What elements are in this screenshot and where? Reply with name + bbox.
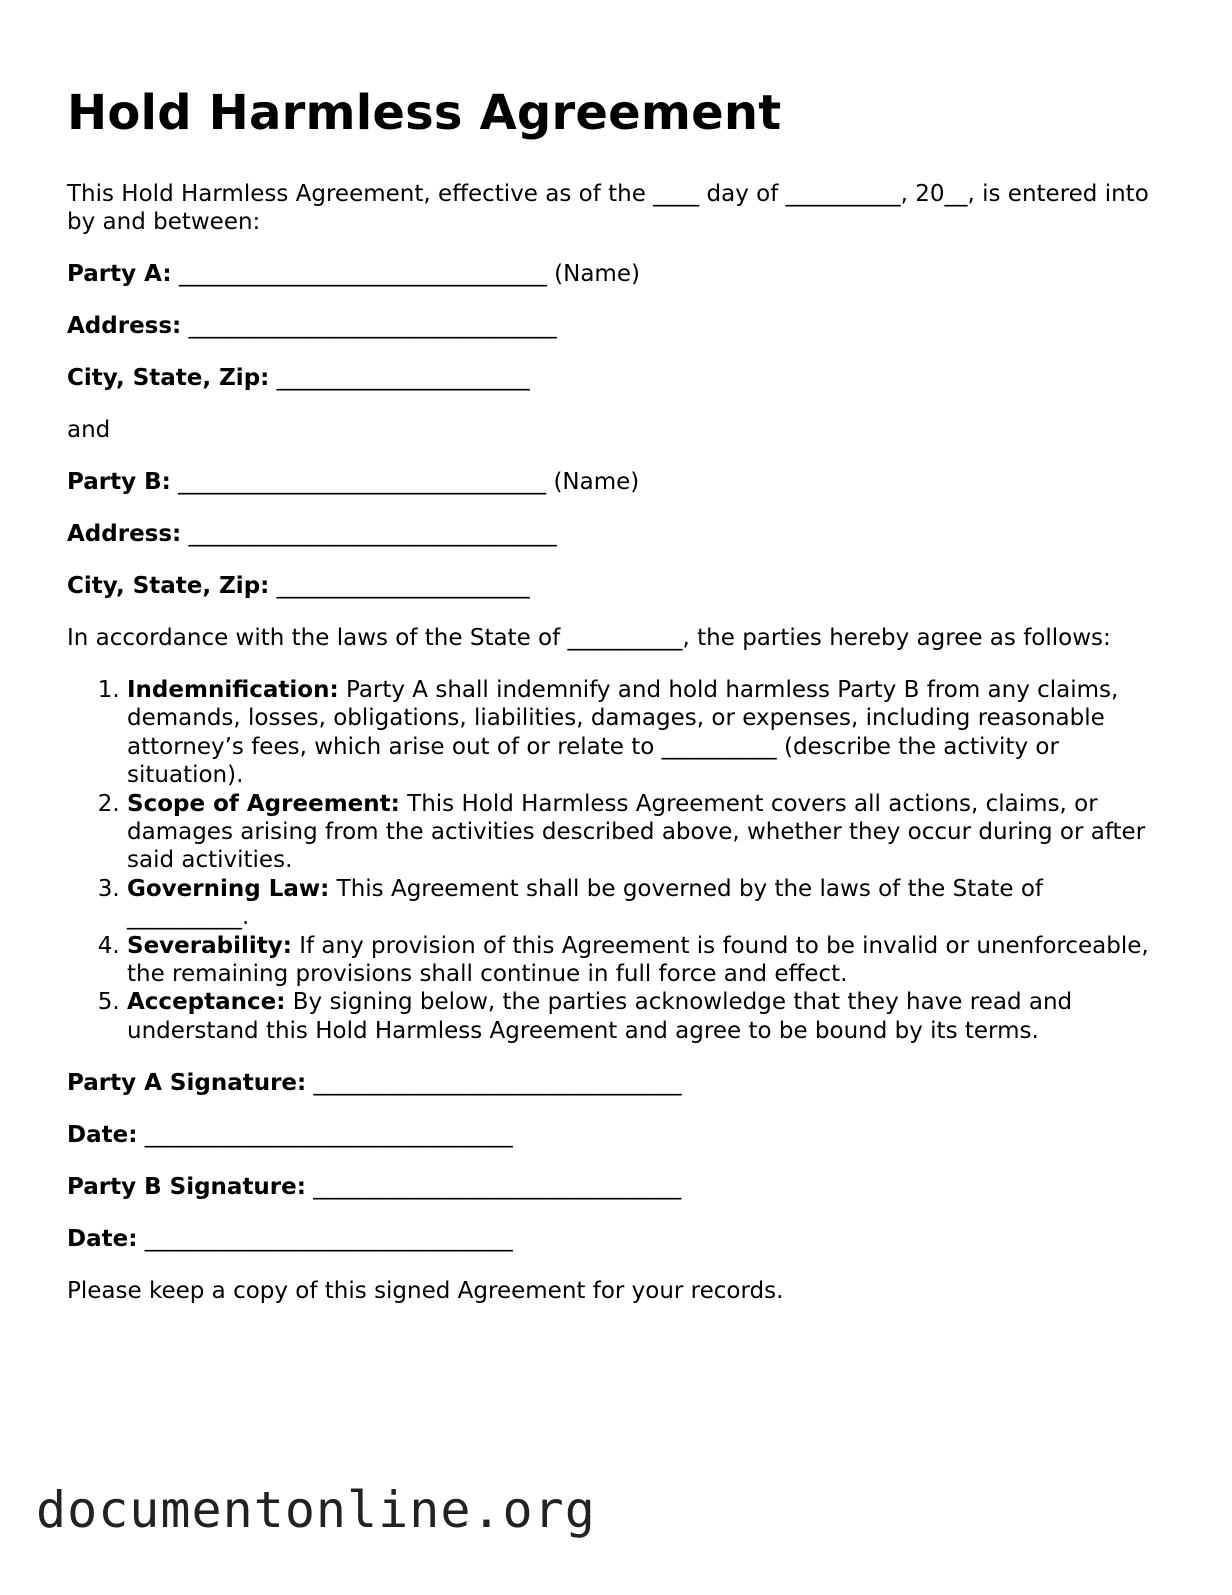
party-a-address-blank: ________________________________ — [188, 313, 557, 339]
party-b-signature-field — [67, 1173, 1162, 1201]
party-b-date-label: Date: — [67, 1226, 138, 1253]
party-b-name-label: Party B: — [67, 469, 171, 495]
clause-acceptance — [127, 988, 1162, 1045]
clause-text: This Agreement shall be governed by the laws of the State of __________. — [127, 875, 1044, 931]
clause-heading: Acceptance: — [127, 989, 286, 1016]
clause-text: If any provision of this Agreement is found to be invalid or unenforceable, the remaining provisions shall continue in full force and effect. — [127, 932, 1149, 988]
document-title: Hold Harmless Agreement — [67, 85, 782, 141]
party-a-signature-field — [67, 1069, 1162, 1097]
clause-scope — [127, 790, 1162, 875]
party-b-city-field — [67, 572, 1162, 600]
document-page — [67, 82, 1162, 1329]
and-text: and — [67, 417, 111, 443]
party-b-name-field — [67, 468, 1162, 496]
clause-text: By signing below, the parties acknowledge that they have read and understand this Hold Harmless Agreement and agree to be bound by its terms. — [127, 989, 1073, 1044]
party-b-city-label: City, State, Zip: — [67, 573, 270, 599]
party-a-name-blank: ________________________________ (Name) — [178, 261, 640, 287]
party-a-name-label: Party A: — [67, 261, 172, 287]
clause-heading: Scope of Agreement: — [127, 790, 400, 817]
party-b-date-field — [67, 1225, 1162, 1253]
clause-severability — [127, 932, 1162, 989]
clause-list — [67, 676, 1162, 1045]
party-a-address-field — [67, 312, 1162, 340]
party-b-address-blank: ________________________________ — [188, 521, 557, 547]
party-b-address-label: Address: — [67, 521, 182, 547]
intro-paragraph: This Hold Harmless Agreement, effective as of the ____ day of __________, 20__, is entered into by and between: — [67, 181, 1149, 235]
watermark-logo: documentonline.org — [36, 1481, 596, 1539]
party-b-date-blank: ________________________________ — [144, 1226, 513, 1253]
party-a-signature-blank: ________________________________ — [313, 1070, 682, 1097]
clause-heading: Indemnification: — [127, 677, 339, 703]
party-b-name-blank: ________________________________ (Name) — [178, 469, 640, 495]
clause-text: This Hold Harmless Agreement covers all actions, claims, or damages arising from the activities described above, whether they occur during or after said activities. — [127, 790, 1146, 874]
party-a-date-label: Date: — [67, 1122, 138, 1149]
party-a-signature-label: Party A Signature: — [67, 1070, 307, 1097]
party-b-signature-label: Party B Signature: — [67, 1174, 306, 1201]
clause-heading: Severability: — [127, 932, 292, 959]
party-b-city-blank: ______________________ — [276, 573, 530, 599]
party-b-signature-blank: ________________________________ — [313, 1174, 682, 1201]
clause-heading: Governing Law: — [127, 875, 330, 902]
closing-note: Please keep a copy of this signed Agreement for your records. — [67, 1278, 784, 1305]
party-a-date-blank: ________________________________ — [144, 1122, 513, 1149]
clause-indemnification — [127, 676, 1162, 790]
party-b-address-field — [67, 520, 1162, 548]
accordance-paragraph: In accordance with the laws of the State of __________, the parties hereby agree as follows: — [67, 625, 1111, 651]
clause-text: Party A shall indemnify and hold harmless Party B from any claims, demands, losses, obligations, liabilities, damages, or expenses, including reasonable attorney’s fees, which arise out of or relate to __________ (describe the activity or situation). — [127, 677, 1119, 789]
party-a-city-field — [67, 364, 1162, 392]
party-a-city-label: City, State, Zip: — [67, 365, 270, 391]
party-a-name-field — [67, 260, 1162, 288]
clause-governing-law — [127, 875, 1162, 932]
party-a-address-label: Address: — [67, 313, 182, 339]
party-a-city-blank: ______________________ — [276, 365, 530, 391]
party-a-date-field — [67, 1121, 1162, 1149]
